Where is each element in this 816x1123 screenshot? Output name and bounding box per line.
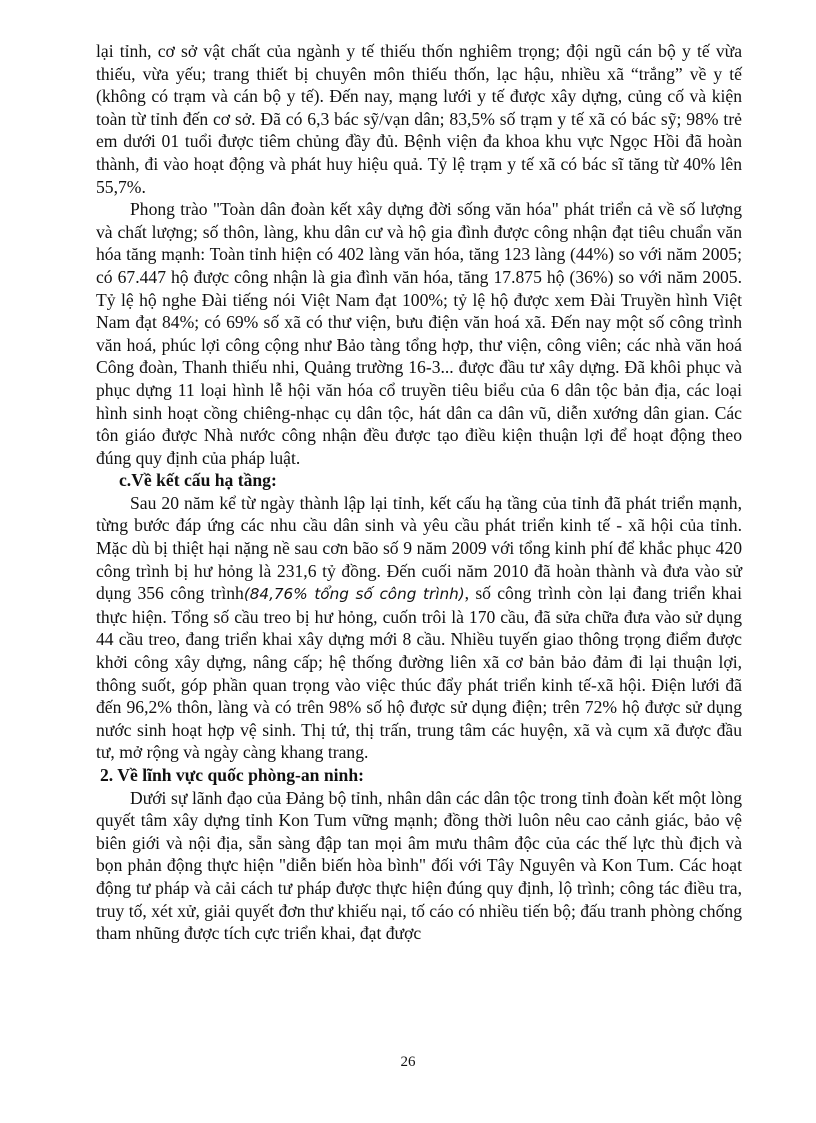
- heading-infrastructure: c.Về kết cấu hạ tầng:: [119, 470, 277, 491]
- infrastructure-text-a: Sau 20 năm kể từ ngày thành lập lại tỉnh, kết cấu hạ tầng của tỉnh đã phát triển mạnh, từng bước đáp ứng các nhu cầu dân sinh và yêu cầu phát triển kinh tế - xã hội của tỉnh. Mặc dù bị thiệt hại nặng nề sau cơn bão số 9 năm 2009 với tổng kinh phí để khắc phục 420 công trình bị hư hỏng là 231,6 tỷ đồng. Đến cuối năm 2010 đã hoàn thành và đưa vào sử dụng 356 công trình: [96, 492, 742, 604]
- paragraph-defense: Dưới sự lãnh đạo của Đảng bộ tỉnh, nhân dân các dân tộc trong tỉnh đoàn kết một lòng quyết tâm xây dựng tỉnh Kon Tum vững mạnh; đồng thời luôn nêu cao cảnh giác, bảo vệ biên giới và nội địa, sẵn sàng đập tan mọi âm mưu thâm độc của các thế lực thù địch và bọn phản động thực hiện "diễn biến hòa bình" đối với Tây Nguyên và Kon Tum. Các hoạt động tư pháp và cải cách tư pháp được thực hiện đúng quy định, lộ trình; công tác điều tra, truy tố, xét xử, giải quyết đơn thư khiếu nại, tố cáo có nhiều tiến bộ; đấu tranh phòng chống tham nhũng được tích cực triển khai, đạt được: [96, 787, 742, 944]
- page-number: 26: [400, 1054, 416, 1070]
- heading-defense-security: 2. Về lĩnh vực quốc phòng-an ninh:: [100, 765, 364, 785]
- paragraph-health: lại tỉnh, cơ sở vật chất của ngành y tế thiếu thốn nghiêm trọng; đội ngũ cán bộ y tế vừa thiếu, vừa yếu; trang thiết bị chuyên môn thiếu thốn, lạc hậu, nhiều xã “trắng” về y tế (không có trạm và cán bộ y tế). Đến nay, mạng lưới y tế được xây dựng, củng cố và kiện toàn từ tỉnh đến cơ sở. Đã có 6,3 bác sỹ/vạn dân; 83,5% số trạm y tế xã có bác sỹ; 98% trẻ em dưới 01 tuổi được tiêm chủng đầy đủ. Bệnh viện đa khoa khu vực Ngọc Hồi đã hoàn thành, đi vào hoạt động và phát huy hiệu quả. Tỷ lệ trạm y tế xã có bác sĩ tăng từ 40% lên 55,7%.: [96, 41, 742, 197]
- paragraph-infrastructure: [96, 492, 742, 764]
- document-page: [96, 40, 742, 945]
- infrastructure-italic-note: (84,76% tổng số công trình): [243, 585, 465, 604]
- infrastructure-text-b: , số công trình còn lại đang triển khai thực hiện. Tổng số cầu treo bị hư hỏng, cuốn trôi là 170 cầu, đã sửa chữa đưa vào sử dụng 44 cầu treo, đang triển khai xây dựng mới 8 cầu. Nhiều tuyến giao thông trọng điểm được khởi công xây dựng, nâng cấp; hệ thống đường liên xã cơ bản bảo đảm đi lại thuận lợi, thông suốt, góp phần quan trọng vào việc thúc đẩy phát triển kinh tế-xã hội. Điện lưới đã đến 96,2% thôn, làng và có trên 98% số hộ được sử dụng điện; trên 72% hộ được sử dụng nước sinh hoạt hợp vệ sinh. Thị tứ, thị trấn, trung tâm các huyện, xã và cụm xã được đầu tư, mở rộng và ngày càng khang trang.: [96, 583, 742, 763]
- paragraph-culture: Phong trào "Toàn dân đoàn kết xây dựng đời sống văn hóa" phát triển cả về số lượng và chất lượng; số thôn, làng, khu dân cư và hộ gia đình được công nhận đạt tiêu chuẩn văn hóa tăng mạnh: Toàn tỉnh hiện có 402 làng văn hóa, tăng 123 làng (44%) so với năm 2005; có 67.447 hộ được công nhận là gia đình văn hóa, tăng 17.875 hộ (36%) so với năm 2005. Tỷ lệ hộ nghe Đài tiếng nói Việt Nam đạt 100%; tỷ lệ hộ được xem Đài Truyền hình Việt Nam đạt 84%; có 69% số xã có thư viện, bưu điện văn hoá xã. Đến nay một số công trình văn hoá, phúc lợi công cộng như Bảo tàng tổng hợp, thư viện, công viên; các nhà văn hoá Công đoàn, Thanh thiếu nhi, Quảng trường 16-3... được đầu tư xây dựng. Đã khôi phục và phục dựng 11 loại hình lễ hội văn hóa cổ truyền tiêu biểu của 6 dân tộc bản địa, các loại hình sinh hoạt cồng chiêng-nhạc cụ dân tộc, hát dân ca dân vũ, diễn xướng dân gian. Các tôn giáo được Nhà nước công nhận đều được tạo điều kiện thuận lợi để hoạt động theo đúng quy định của pháp luật.: [96, 199, 742, 468]
